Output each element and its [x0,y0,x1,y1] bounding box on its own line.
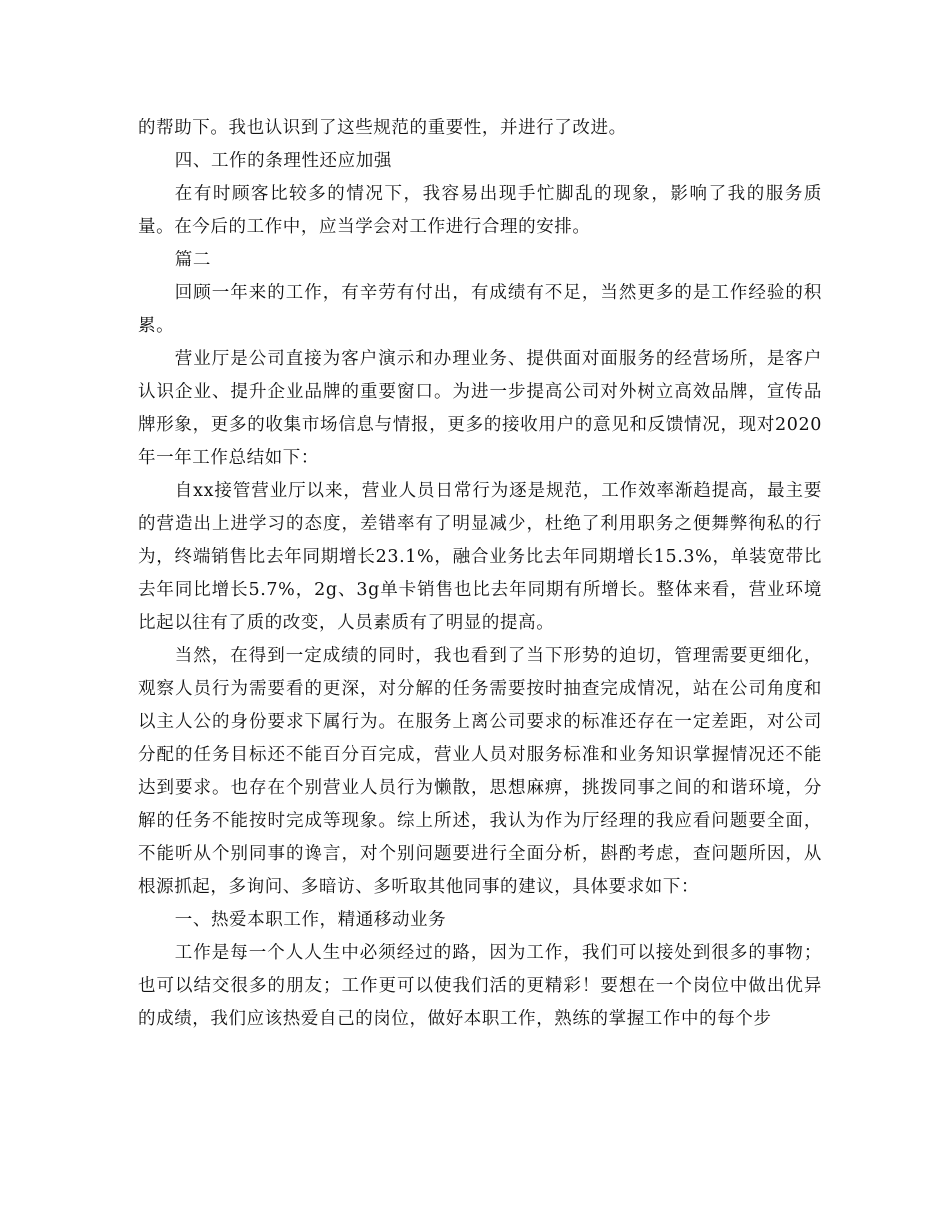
document-paragraph: 四、工作的条理性还应加强 [174,151,392,171]
document-paragraph: 当然，在得到一定成绩的同时，我也看到了当下形势的迫切，管理需要更细化，观察人员行为需要看的更深，对分解的任务需要按时抽查完成情况，站在公司角度和以主人公的身份要求下属行为。在服务上离公司要求的标准还存在一定差距，对公司分配的任务目标还不能百分百完成，营业人员对服务标准和业务知识掌握情况还不能达到要求。也存在个别营业人员行为懒散，思想麻痹，挑拨同事之间的和谐环境，分解的任务不能按时完成等现象。综上所述，我认为作为厅经理的我应看问题要全面，不能听从个别同事的谗言，对个别问题要进行全面分析，斟酌考虑，查问题所因，从根源抓起，多询问、多暗访、多听取其他同事的建议，具体要求如下： [138,646,822,897]
document-body [138,112,822,1036]
document-paragraph: 一、热爱本职工作，精通移动业务 [174,910,447,930]
document-paragraph: 回顾一年来的工作，有辛劳有付出，有成绩有不足，当然更多的是工作经验的积累。 [138,283,822,336]
document-paragraph: 的帮助下。我也认识到了这些规范的重要性，并进行了改进。 [138,118,627,138]
document-paragraph: 营业厅是公司直接为客户演示和办理业务、提供面对面服务的经营场所，是客户认识企业、提升企业品牌的重要窗口。为进一步提高公司对外树立高效品牌，宣传品牌形象，更多的收集市场信息与情报，更多的接收用户的意见和反馈情况，现对2020年一年工作总结如下： [138,349,822,468]
document-paragraph: 在有时顾客比较多的情况下，我容易出现手忙脚乱的现象，影响了我的服务质量。在今后的工作中，应当学会对工作进行合理的安排。 [138,184,822,237]
document-paragraph: 自xx接管营业厅以来，营业人员日常行为逐是规范，工作效率渐趋提高，最主要的营造出上进学习的态度，差错率有了明显减少，杜绝了利用职务之便舞弊徇私的行为，终端销售比去年同期增长23.1%，融合业务比去年同期增长15.3%，单装宽带比去年同比增长5.7%，2g、3g单卡销售也比去年同期有所增长。整体来看，营业环境比起以往有了质的改变，人员素质有了明显的提高。 [138,481,822,633]
document-paragraph: 篇二 [174,250,211,270]
document-paragraph: 工作是每一个人人生中必须经过的路，因为工作，我们可以接处到很多的事物；也可以结交很多的朋友；工作更可以使我们活的更精彩！要想在一个岗位中做出优异的成绩，我们应该热爱自己的岗位，做好本职工作，熟练的掌握工作中的每个步 [138,943,822,1029]
